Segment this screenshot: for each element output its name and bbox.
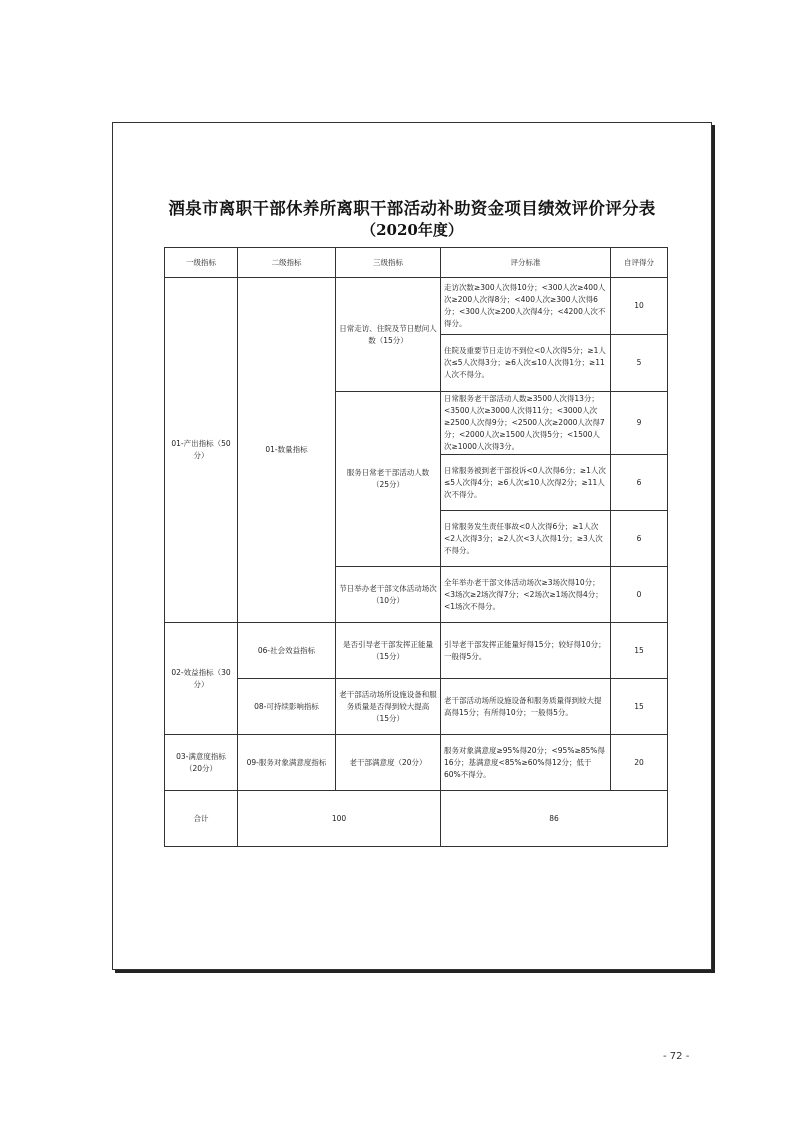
- standard-cell: 老干部活动场所设施设备和服务质量得到较大提高得15分；有所得10分；一般得5分。: [441, 679, 611, 735]
- standard-cell: 住院及重要节日走访不到位<0人次得5分；≥1人次≤5人次得3分；≥6人次≤10人次得1分；≥11人次不得分。: [441, 335, 611, 392]
- document-subtitle-year: （2020年度）: [361, 221, 463, 239]
- level2-quantity: 01-数量指标: [238, 278, 336, 623]
- document-title: 酒泉市离职干部休养所离职干部活动补助资金项目绩效评价评分表: [168, 199, 656, 218]
- level3-festival: 节日举办老干部文体活动场次（10分）: [336, 567, 441, 623]
- total-self-score: 86: [441, 791, 668, 847]
- table-row: [165, 623, 668, 679]
- level1-satisfaction: 03-满意度指标（20分）: [165, 735, 238, 791]
- level2-sustain: 08-可持续影响指标: [238, 679, 336, 735]
- self-score-cell: 10: [611, 278, 668, 335]
- level2-social: 06-社会效益指标: [238, 623, 336, 679]
- table-row: [165, 735, 668, 791]
- level3-guide: 是否引导老干部发挥正能量（15分）: [336, 623, 441, 679]
- page-number: - 72 -: [663, 1051, 690, 1062]
- level1-output: 01-产出指标（50分）: [165, 278, 238, 623]
- level2-service-obj: 09-服务对象满意度指标: [238, 735, 336, 791]
- header-level2: 二级指标: [238, 248, 336, 278]
- header-level3: 三级指标: [336, 248, 441, 278]
- standard-cell: 服务对象满意度≥95%得20分；<95%≥85%得16分；基满意度<85%≥60%得12分；低于60%不得分。: [441, 735, 611, 791]
- header-level1: 一级指标: [165, 248, 238, 278]
- standard-cell: 走访次数≥300人次得10分；<300人次≥400人次≥200人次得8分；<400人次≥300人次得6分；<300人次≥200人次得4分；<4200人次不得分。: [441, 278, 611, 335]
- self-score-cell: 0: [611, 567, 668, 623]
- level3-satisfaction: 老干部满意度（20分）: [336, 735, 441, 791]
- standard-cell: 全年举办老干部文体活动场次≥3场次得10分；<3场次≥2场次得7分；<2场次≥1场次得4分；<1场次不得分。: [441, 567, 611, 623]
- total-full-score: 100: [238, 791, 441, 847]
- table-row: [165, 278, 668, 335]
- self-score-cell: 20: [611, 735, 668, 791]
- level3-service: 服务日常老干部活动人数（25分）: [336, 392, 441, 567]
- self-score-cell: 9: [611, 392, 668, 455]
- level3-facility: 老干部活动场所设施设备和服务质量是否得到较大提高（15分）: [336, 679, 441, 735]
- total-row: [165, 791, 668, 847]
- table-row: [165, 679, 668, 735]
- total-label: 合计: [165, 791, 238, 847]
- self-score-cell: 6: [611, 511, 668, 567]
- self-score-cell: 15: [611, 623, 668, 679]
- level3-visits: 日常走访、住院及节日慰问人数（15分）: [336, 278, 441, 392]
- table-header-row: [165, 248, 668, 278]
- level1-benefit: 02-效益指标（30分）: [165, 623, 238, 735]
- self-score-cell: 5: [611, 335, 668, 392]
- scoring-table: [164, 247, 668, 847]
- document-frame: [112, 122, 712, 970]
- standard-cell: 日常服务被到老干部投诉<0人次得6分；≥1人次≤5人次得4分；≥6人次≤10人次得2分；≥11人次不得分。: [441, 455, 611, 511]
- header-self-score: 自评得分: [611, 248, 668, 278]
- standard-cell: 引导老干部发挥正能量好得15分；较好得10分；一般得5分。: [441, 623, 611, 679]
- standard-cell: 日常服务老干部活动人数≥3500人次得13分；<3500人次≥3000人次得11分；<3000人次≥2500人次得9分；<2500人次≥2000人次得7分；<2000人次≥1500人次得5分；<1500人次≥1000人次得3分。: [441, 392, 611, 455]
- self-score-cell: 6: [611, 455, 668, 511]
- self-score-cell: 15: [611, 679, 668, 735]
- header-standard: 评分标准: [441, 248, 611, 278]
- standard-cell: 日常服务发生责任事故<0人次得6分；≥1人次<2人次得3分；≥2人次<3人次得1分；≥3人次不得分。: [441, 511, 611, 567]
